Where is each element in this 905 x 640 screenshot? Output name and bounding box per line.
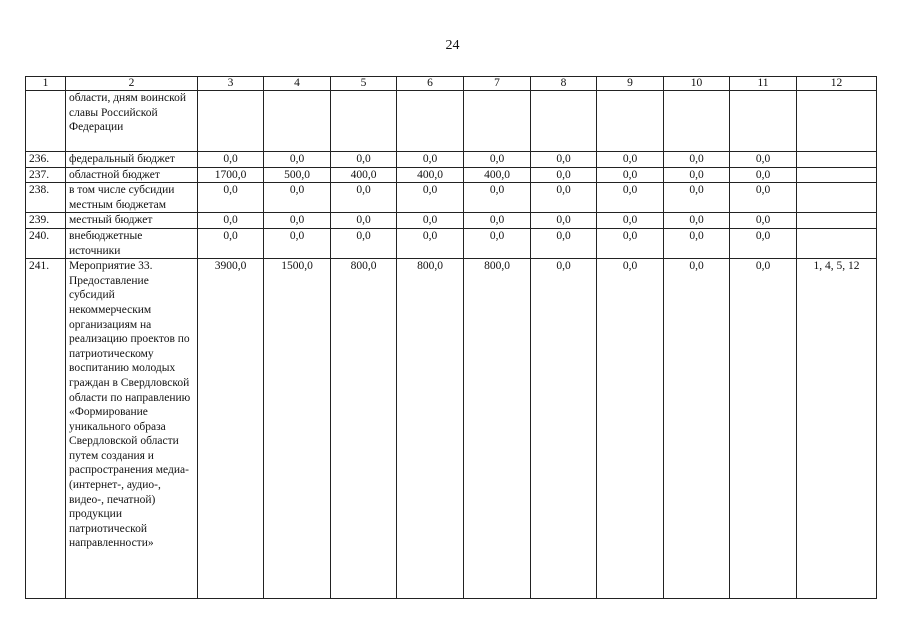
value-cell <box>264 91 331 152</box>
header-cell: 1 <box>26 77 66 91</box>
row-description: местный бюджет <box>66 213 198 229</box>
note-cell <box>797 213 877 229</box>
value-cell: 0,0 <box>664 213 730 229</box>
column-number-row <box>26 77 877 91</box>
value-cell: 0,0 <box>397 213 464 229</box>
row-description: в том числе субсидии местным бюджетам <box>66 183 198 213</box>
row-description: областной бюджет <box>66 167 198 183</box>
value-cell: 0,0 <box>531 259 597 599</box>
value-cell: 0,0 <box>730 167 797 183</box>
header-cell: 9 <box>597 77 664 91</box>
row-description: области, дням воинской славы Российской Федерации <box>66 91 198 152</box>
value-cell: 0,0 <box>664 228 730 258</box>
value-cell: 1500,0 <box>264 259 331 599</box>
table-row <box>26 91 877 152</box>
value-cell: 0,0 <box>531 228 597 258</box>
note-cell <box>797 91 877 152</box>
header-cell: 10 <box>664 77 730 91</box>
value-cell: 0,0 <box>730 213 797 229</box>
table-row <box>26 183 877 213</box>
table-row <box>26 228 877 258</box>
header-cell: 2 <box>66 77 198 91</box>
value-cell: 0,0 <box>464 213 531 229</box>
value-cell: 0,0 <box>597 152 664 168</box>
value-cell: 0,0 <box>664 183 730 213</box>
value-cell: 0,0 <box>198 228 264 258</box>
value-cell: 400,0 <box>464 167 531 183</box>
value-cell: 0,0 <box>331 183 397 213</box>
funding-table <box>25 76 877 599</box>
page-number: 24 <box>445 38 460 53</box>
value-cell: 800,0 <box>397 259 464 599</box>
row-number: 238. <box>26 183 66 213</box>
value-cell <box>730 91 797 152</box>
value-cell <box>597 91 664 152</box>
note-cell <box>797 228 877 258</box>
value-cell: 0,0 <box>397 183 464 213</box>
value-cell: 0,0 <box>730 259 797 599</box>
table-row <box>26 213 877 229</box>
value-cell <box>464 91 531 152</box>
header-cell: 7 <box>464 77 531 91</box>
value-cell: 0,0 <box>264 213 331 229</box>
value-cell <box>664 91 730 152</box>
value-cell: 3900,0 <box>198 259 264 599</box>
value-cell: 800,0 <box>331 259 397 599</box>
value-cell: 0,0 <box>664 167 730 183</box>
value-cell: 0,0 <box>531 167 597 183</box>
value-cell: 800,0 <box>464 259 531 599</box>
row-number <box>26 91 66 152</box>
value-cell: 0,0 <box>331 228 397 258</box>
value-cell: 0,0 <box>464 183 531 213</box>
value-cell: 400,0 <box>331 167 397 183</box>
value-cell <box>397 91 464 152</box>
header-cell: 6 <box>397 77 464 91</box>
value-cell: 0,0 <box>397 228 464 258</box>
row-description: внебюджетные источники <box>66 228 198 258</box>
row-number: 241. <box>26 259 66 599</box>
value-cell: 0,0 <box>464 152 531 168</box>
value-cell: 400,0 <box>397 167 464 183</box>
row-description: федеральный бюджет <box>66 152 198 168</box>
value-cell: 0,0 <box>198 152 264 168</box>
table-row <box>26 259 877 599</box>
value-cell: 0,0 <box>264 152 331 168</box>
value-cell: 0,0 <box>597 259 664 599</box>
note-cell <box>797 152 877 168</box>
row-number: 236. <box>26 152 66 168</box>
value-cell <box>531 91 597 152</box>
value-cell: 0,0 <box>597 228 664 258</box>
header-cell: 5 <box>331 77 397 91</box>
note-cell <box>797 183 877 213</box>
value-cell: 0,0 <box>730 152 797 168</box>
value-cell: 0,0 <box>198 213 264 229</box>
value-cell: 0,0 <box>664 152 730 168</box>
row-number: 237. <box>26 167 66 183</box>
value-cell: 0,0 <box>531 152 597 168</box>
value-cell: 0,0 <box>198 183 264 213</box>
row-number: 239. <box>26 213 66 229</box>
value-cell: 0,0 <box>464 228 531 258</box>
value-cell: 0,0 <box>531 183 597 213</box>
value-cell: 0,0 <box>730 183 797 213</box>
value-cell: 0,0 <box>331 152 397 168</box>
header-cell: 4 <box>264 77 331 91</box>
value-cell: 0,0 <box>531 213 597 229</box>
value-cell: 0,0 <box>597 183 664 213</box>
note-cell <box>797 167 877 183</box>
table-row <box>26 167 877 183</box>
header-cell: 12 <box>797 77 877 91</box>
header-cell: 8 <box>531 77 597 91</box>
value-cell <box>198 91 264 152</box>
table-row <box>26 152 877 168</box>
value-cell: 0,0 <box>264 183 331 213</box>
value-cell: 0,0 <box>331 213 397 229</box>
value-cell: 0,0 <box>597 213 664 229</box>
note-cell: 1, 4, 5, 12 <box>797 259 877 599</box>
header-cell: 3 <box>198 77 264 91</box>
value-cell: 500,0 <box>264 167 331 183</box>
value-cell: 0,0 <box>664 259 730 599</box>
row-description: Мероприятие 33. Предоставление субсидий некоммерческим организациям на реализацию проектов по патриотическому воспитанию молодых граждан в Свердловской области по направлению «Формирование уникального образа Свердловской области путем создания и распространения медиа- (интернет-, аудио-, видео-, печатной) продукции патриотической направленности» <box>66 259 198 599</box>
header-cell: 11 <box>730 77 797 91</box>
value-cell: 0,0 <box>730 228 797 258</box>
row-number: 240. <box>26 228 66 258</box>
value-cell: 1700,0 <box>198 167 264 183</box>
value-cell: 0,0 <box>397 152 464 168</box>
value-cell: 0,0 <box>597 167 664 183</box>
value-cell <box>331 91 397 152</box>
value-cell: 0,0 <box>264 228 331 258</box>
